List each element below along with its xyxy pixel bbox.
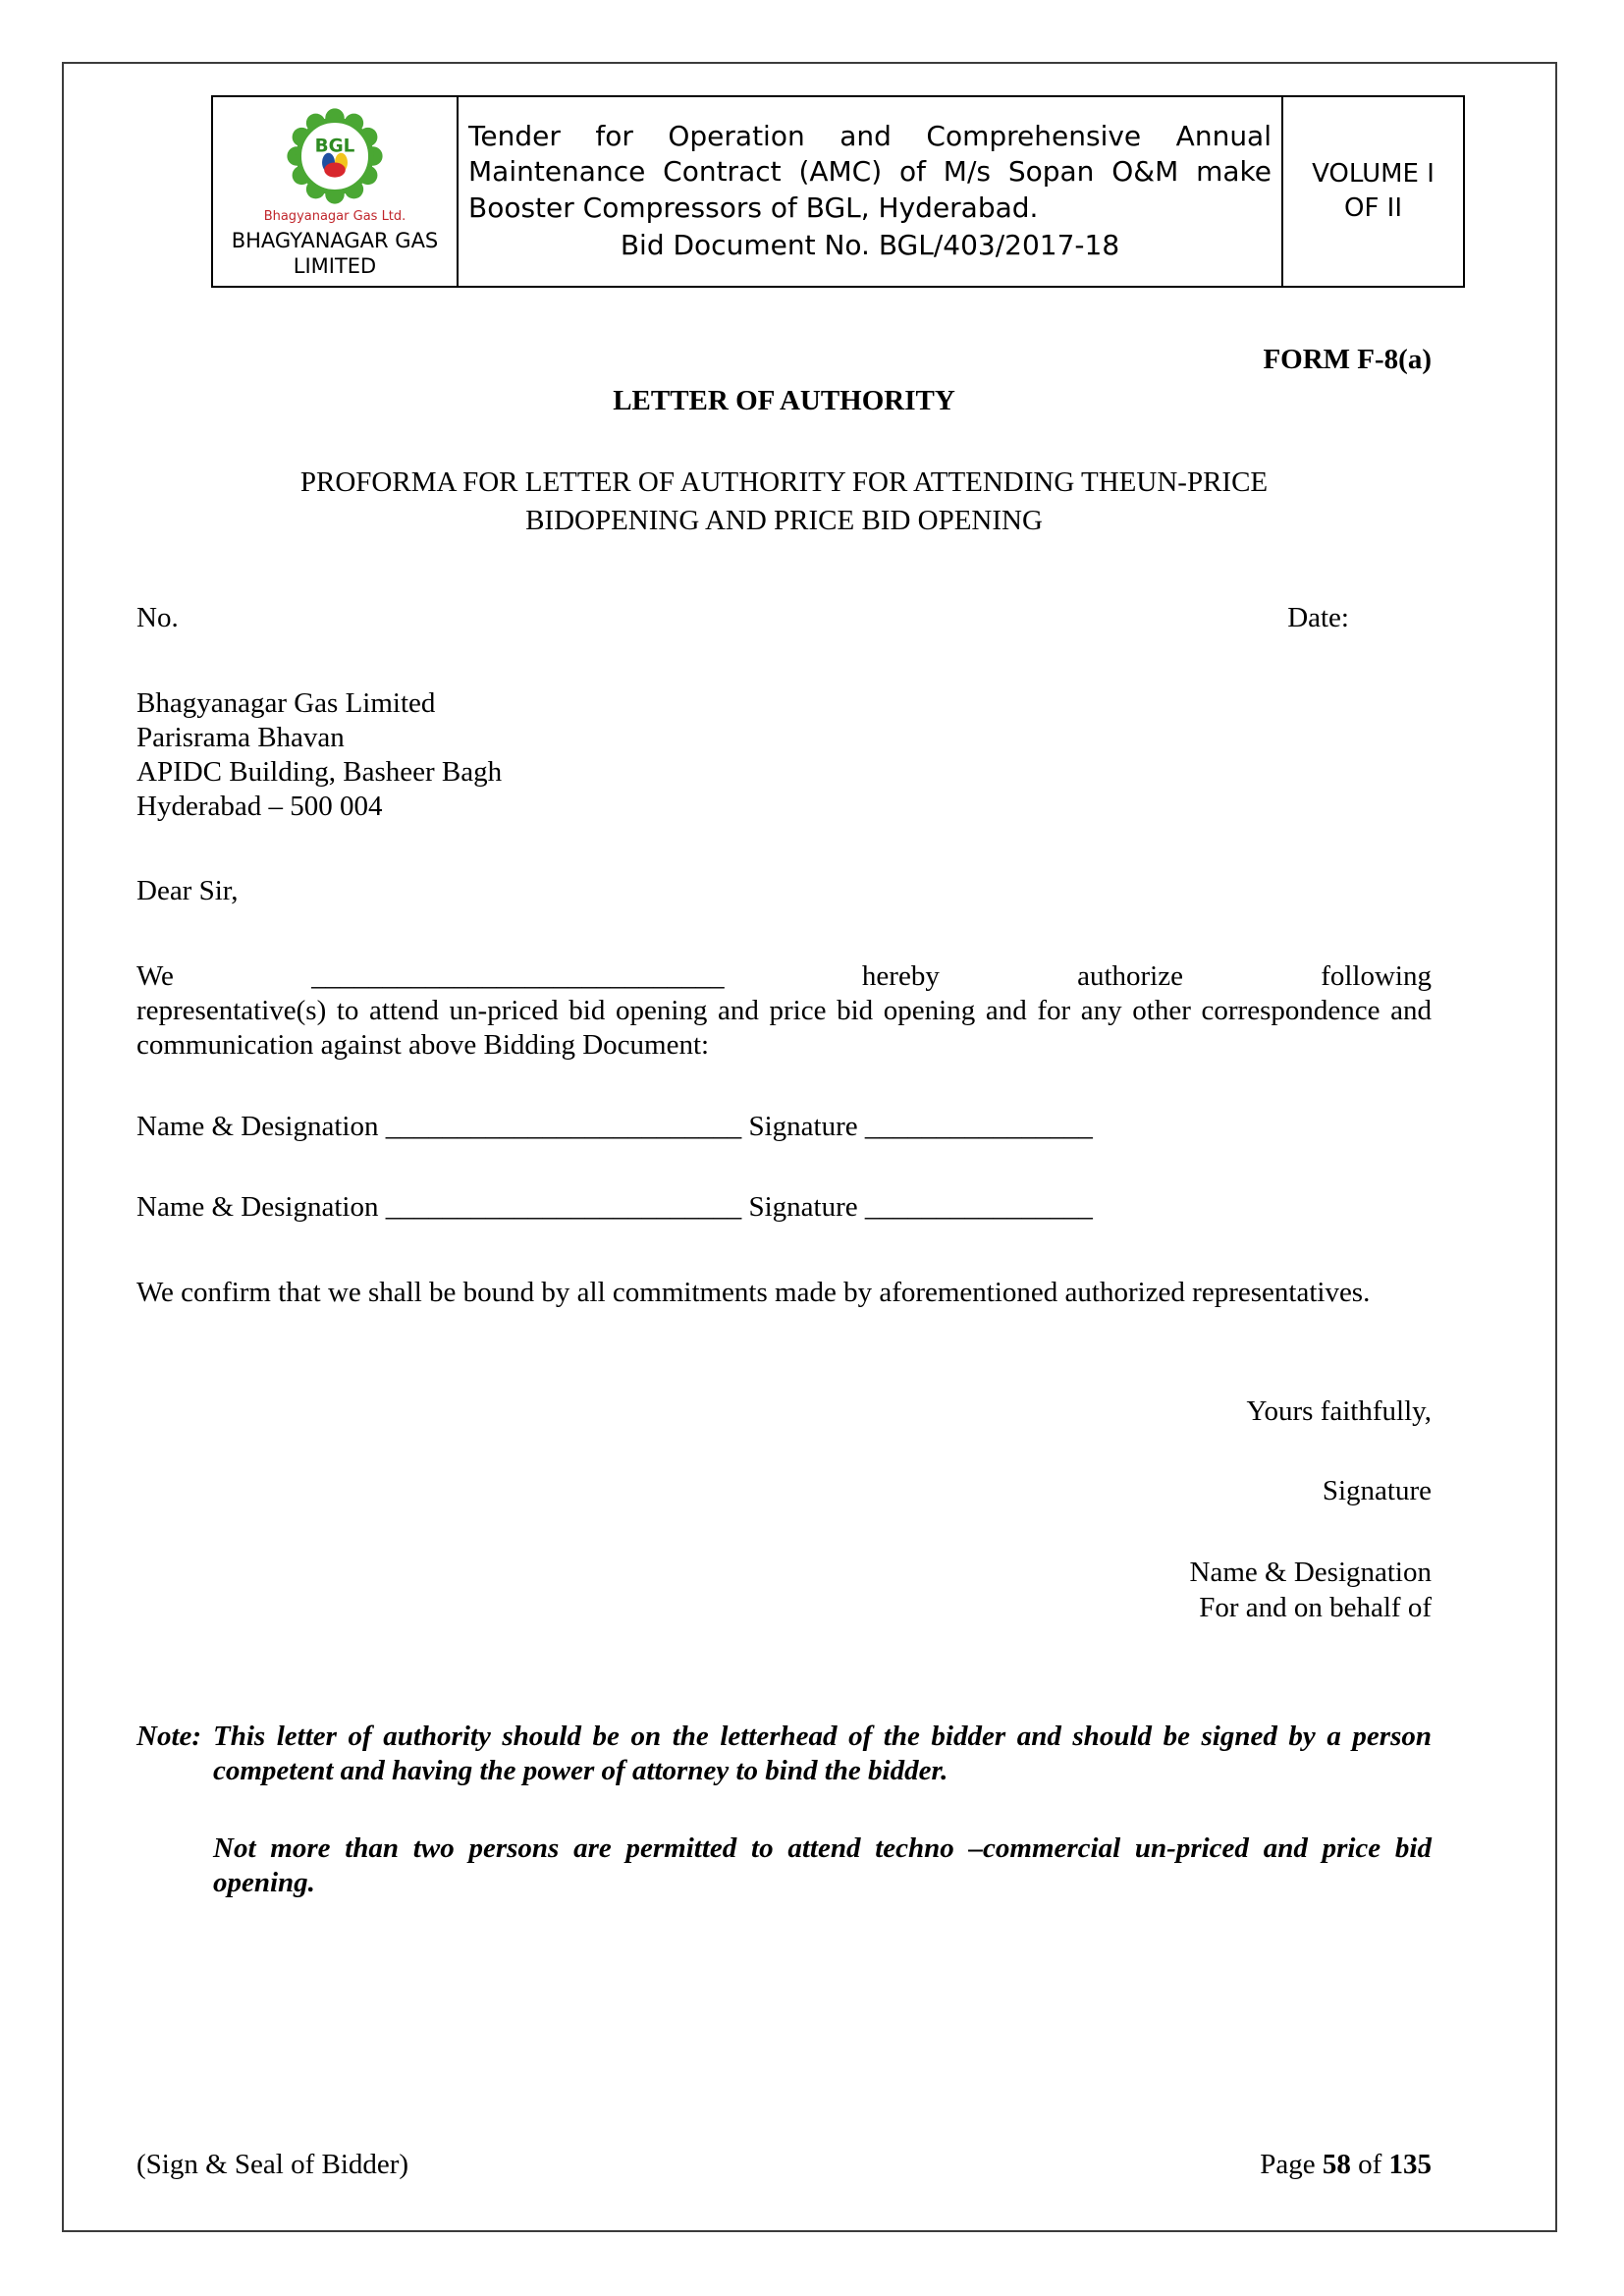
representative-row-2 <box>136 1190 1432 1225</box>
volume-line2: OF II <box>1343 192 1403 223</box>
document-body <box>64 343 1555 1900</box>
form-number: FORM F-8(a) <box>1263 343 1432 375</box>
signature-blank-line: ________________ <box>864 1110 1093 1142</box>
date-label: Date: <box>1287 602 1349 634</box>
address-line1: Bhagyanagar Gas Limited <box>136 687 436 720</box>
closing-on-behalf: For and on behalf of <box>1199 1592 1432 1624</box>
logo-cell <box>212 96 458 287</box>
page-footer <box>136 2149 1432 2181</box>
address-line2: Parisrama Bhavan <box>136 721 345 753</box>
logo-tagline: Bhagyanagar Gas Ltd. <box>263 209 406 224</box>
tender-title: Tender for Operation and Comprehensive Annual Maintenance Contract (AMC) of M/s Sopan O&M make Booster Compressors of BGL, Hyderabad. <box>468 119 1272 224</box>
signature-label: Signature <box>748 1110 858 1142</box>
sign-seal-label: (Sign & Seal of Bidder) <box>136 2149 409 2180</box>
authorize-we: We <box>136 960 174 993</box>
note-paragraph-1: This letter of authority should be on the letterhead of the bidder and should be signed by a person competent and having the power of attorney to bind the bidder. <box>213 1721 1432 1786</box>
address-block <box>136 686 1432 823</box>
confirmation-paragraph: We confirm that we shall be bound by all commitments made by aforementioned authorized representatives. <box>136 1277 1371 1309</box>
page-indicator <box>1260 2149 1432 2181</box>
authorization-line1 <box>136 959 1432 994</box>
authorization-paragraph: representative(s) to attend un-priced bid opening and price bid opening and for any other correspondence and communication against above Bidding Document: <box>136 994 1432 1061</box>
note-block <box>136 1720 1432 1788</box>
document-title: LETTER OF AUTHORITY <box>613 385 955 417</box>
volume-line1: VOLUME I <box>1312 158 1435 189</box>
company-name-line1: BHAGYANAGAR GAS <box>231 229 439 252</box>
note-label: Note: <box>136 1721 202 1753</box>
signature-label: Signature <box>748 1191 858 1224</box>
page-border <box>62 62 1557 2232</box>
document-subtitle <box>136 464 1432 540</box>
name-designation-label: Name & Designation <box>136 1110 379 1142</box>
salutation: Dear Sir, <box>136 875 239 907</box>
address-line4: Hyderabad – 500 004 <box>136 790 383 822</box>
volume-cell <box>1282 96 1464 287</box>
authorize-blank-line: _____________________________ <box>311 960 725 993</box>
subtitle-line1: PROFORMA FOR LETTER OF AUTHORITY FOR ATTENDING THEUN-PRICE <box>299 466 1269 499</box>
number-label: No. <box>136 602 179 634</box>
closing-signature: Signature <box>1322 1474 1432 1506</box>
bgl-logo-icon <box>282 103 388 209</box>
representative-row-1 <box>136 1110 1432 1144</box>
page-word: Page <box>1260 2149 1316 2180</box>
bid-document-number: Bid Document No. BGL/403/2017-18 <box>620 229 1120 262</box>
name-blank-line: _________________________ <box>385 1110 742 1142</box>
page-current: 58 <box>1322 2149 1351 2180</box>
logo-acronym: BGL <box>314 136 355 157</box>
number-date-row <box>136 601 1432 635</box>
header-table <box>211 95 1465 288</box>
name-designation-label: Name & Designation <box>136 1191 379 1224</box>
page-total: 135 <box>1388 2149 1432 2180</box>
authorize-following: following <box>1321 960 1432 993</box>
closing-name-designation: Name & Designation <box>1189 1556 1432 1588</box>
company-name <box>223 228 447 280</box>
address-line3: APIDC Building, Basheer Bagh <box>136 755 503 788</box>
of-word: of <box>1358 2149 1382 2180</box>
closing-faithfully: Yours faithfully, <box>1246 1394 1432 1427</box>
authorize-authorize: authorize <box>1077 960 1183 993</box>
company-name-line2: LIMITED <box>293 254 377 279</box>
name-blank-line: _________________________ <box>385 1191 742 1224</box>
authorize-hereby: hereby <box>861 960 940 993</box>
note-paragraph-2: Not more than two persons are permitted to attend techno –commercial un-priced and price bid opening. <box>213 1831 1432 1898</box>
tender-title-cell <box>458 96 1282 287</box>
signature-blank-line: ________________ <box>864 1191 1093 1224</box>
subtitle-line2: BIDOPENING AND PRICE BID OPENING <box>525 505 1043 537</box>
